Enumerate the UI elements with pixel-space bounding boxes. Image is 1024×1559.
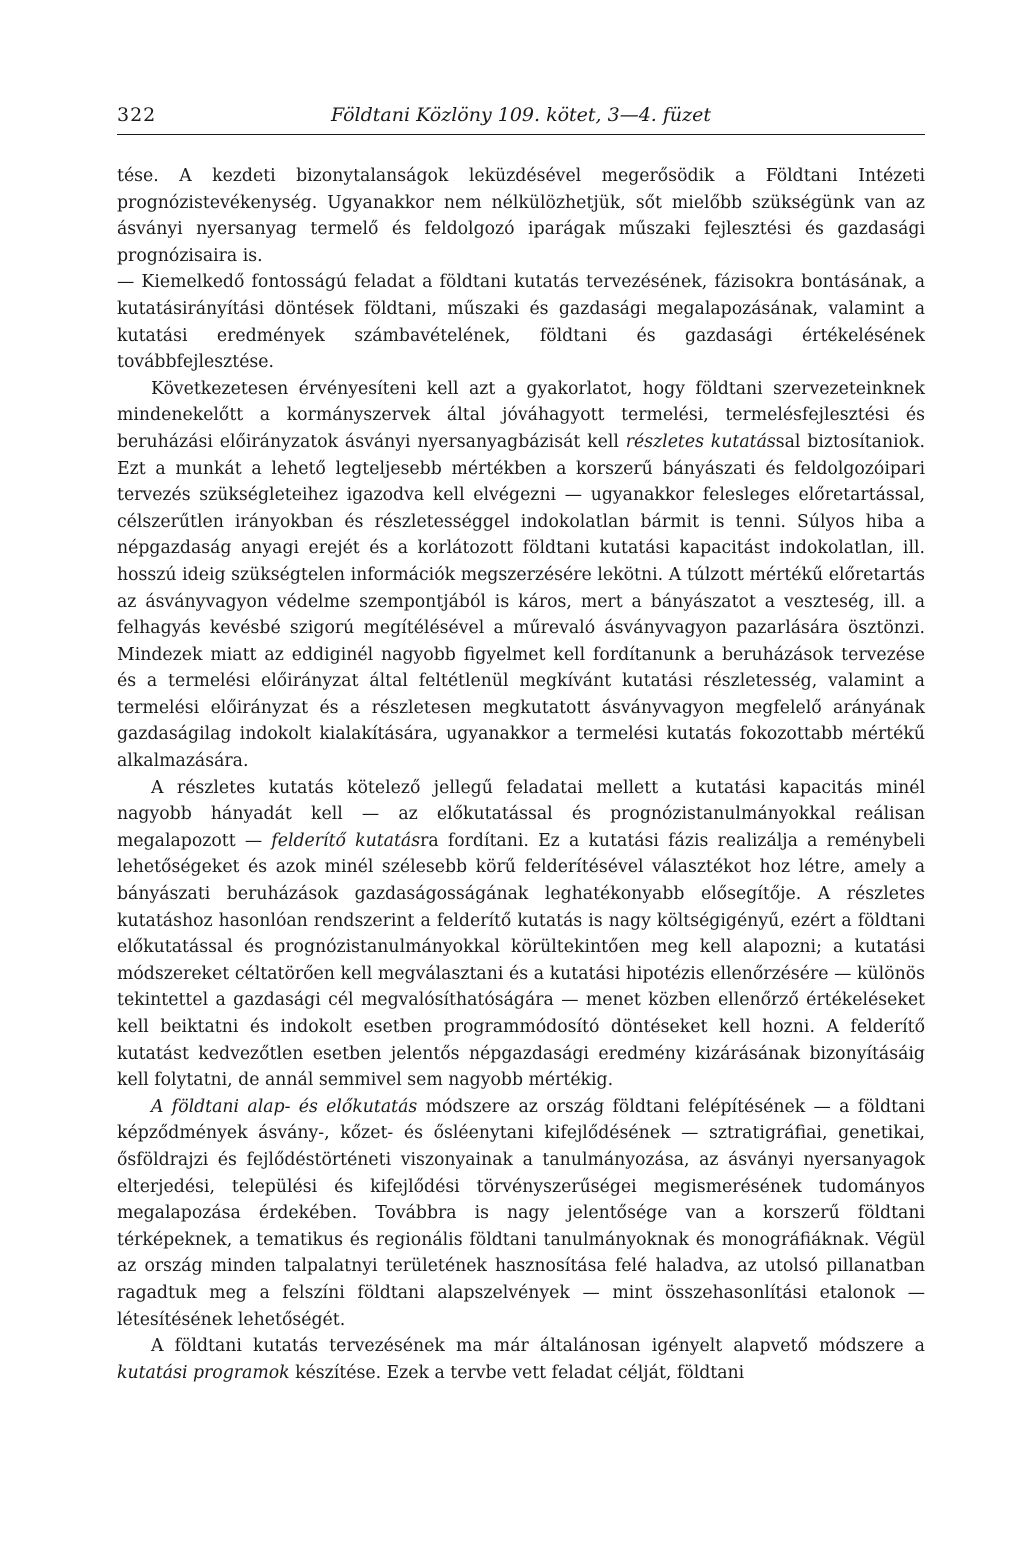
- paragraph-6-text-a: A földtani kutatás tervezésének ma már általánosan igényelt alapvető módszere a: [151, 1336, 925, 1357]
- page-number: 322: [117, 104, 157, 126]
- paragraph-4: [117, 775, 925, 1094]
- running-header: [117, 100, 925, 135]
- paragraph-5-emphasis: A földtani alap- és előkutatás: [151, 1096, 418, 1117]
- paragraph-5: [117, 1094, 925, 1333]
- journal-title: Földtani Közlöny 109. kötet, 3—4. füzet: [330, 104, 712, 126]
- paragraph-2-text: — Kiemelkedő fontosságú feladat a földtani kutatás tervezésének, fázisokra bontásának, a kutatásirányítási döntések földtani, műszaki és gazdasági megalapozásának, valamint a kutatási eredmények számbavételének, földtani és gazdasági értékelésének továbbfejlesztése.: [117, 272, 925, 373]
- paragraph-4-text-a: A részletes kutatás kötelező jellegű feladatai mellett a kutatási kapacitás minél nagyobb hányadát kell — az előkutatással és prognózistanulmányokkal reálisan megalapozott —: [117, 777, 925, 851]
- paragraph-1: [117, 163, 925, 269]
- paragraph-4-text-b: ra fordítani. Ez a kutatási fázis realizálja a reménybeli lehetőségeket és azok minél szélesebb körű felderítésével választékot hoz létre, amely a bányászati beruházások gazdaságosságának leghatékonyabb elősegítője. A részletes kutatáshoz hasonlóan rendszerint a felderítő kutatás is nagy költségigényű, ezért a földtani előkutatással és prognózistanulmányokkal körültekintően meg kell alapozni; a kutatási módszereket céltatörően kell megválasztani és a kutatási hipotézis ellenőrzésére — különös tekintettel a gazdasági cél megvalósíthatóságára — menet közben ellenőrző értékeléseket kell beiktatni és indokolt esetben programmódosító döntéseket kell hozni. A felderítő kutatást kedvezőtlen esetben jelentős népgazdasági eredmény kizárásának bizonyításáig kell folytatni, de annál semmivel sem nagyobb mértékig.: [117, 830, 925, 1091]
- paragraph-3-text-b: sal biztosítaniok. Ezt a munkát a lehető legteljesebb mértékben a korszerű bányászati és feldolgozóipari tervezés szükségleteihez igazodva kell elvégezni — ugyanakkor felesleges előretartással, célszerűtlen irányokban és részletességgel indokolatlan bármit is tenni. Súlyos hiba a népgazdaság anyagi erejét és a korlátozott földtani kutatási kapacitást indokolatlan, ill. hosszú ideig szükségtelen információk megszerzésére lekötni. A túlzott mértékű előretartás az ásványvagyon védelme szempontjából is káros, mert a bányászatot a veszteség, ill. a felhagyás kevésbé szigorú megítélésével a műrevaló ásványvagyon pazarlására ösztönzi. Mindezek miatt az eddiginél nagyobb figyelmet kell fordítanunk a beruházások tervezése és a termelési előirányzat által feltétlenül megkívánt kutatási részletesség, valamint a termelési előirányzat és a részletesen megkutatott ásványvagyon megfelelő arányának gazdaságilag indokolt kialakítására, ugyanakkor a termelési kutatás fokozottabb mértékű alkalmazására.: [117, 431, 925, 772]
- paragraph-6: [117, 1333, 925, 1386]
- paragraph-5-text: módszere az ország földtani felépítésének — a földtani képződmények ásvány-, kőzet- és ősléenytani kifejlődésének — sztratigráfiai, genetikai, ősföldrajzi és fejlődéstörténeti viszonyainak a tanulmányozása, az ásványi nyersanyagok elterjedési, települési és kifejlődési törvényszerűségei megismerésének tudományos megalapozása érdekében. Továbbra is nagy jelentősége van a korszerű földtani térképeknek, a tematikus és regionális földtani tanulmányoknak és monográfiáknak. Végül az ország minden talpalatnyi területének hasznosítása felé haladva, az utolsó pillanatban ragadtuk meg a felszíni földtani alapszelvények — mint összehasonlítási etalonok — létesítésének lehetőségét.: [117, 1096, 926, 1330]
- paragraph-3-text-a: Következetesen érvényesíteni kell azt a gyakorlatot, hogy földtani szervezeteinknek mindenekelőtt a kormányszervek által jóváhagyott termelési, termelésfejlesztési és beruházási előirányzatok ásványi nyersanyagbázisát kell: [117, 378, 925, 452]
- paragraph-3-emphasis: részletes kutatás: [625, 431, 776, 452]
- body-text: [117, 163, 925, 1386]
- paragraph-2: [117, 269, 925, 375]
- paragraph-6-emphasis: kutatási programok: [117, 1362, 290, 1383]
- paragraph-1-text: tése. A kezdeti bizonytalanságok leküzdésével megerősödik a Földtani Intézeti prognózistevékenység. Ugyanakkor nem nélkülözhetjük, sőt mielőbb szükségünk van az ásványi nyersanyag termelő és feldolgozó iparágak műszaki fejlesztési és gazdasági prognózisaira is.: [117, 166, 925, 266]
- paragraph-4-emphasis: felderítő kutatás: [271, 830, 421, 851]
- document-page: [117, 100, 925, 1386]
- paragraph-3: [117, 376, 925, 775]
- paragraph-6-text-b: készítése. Ezek a tervbe vett feladat célját, földtani: [289, 1362, 745, 1383]
